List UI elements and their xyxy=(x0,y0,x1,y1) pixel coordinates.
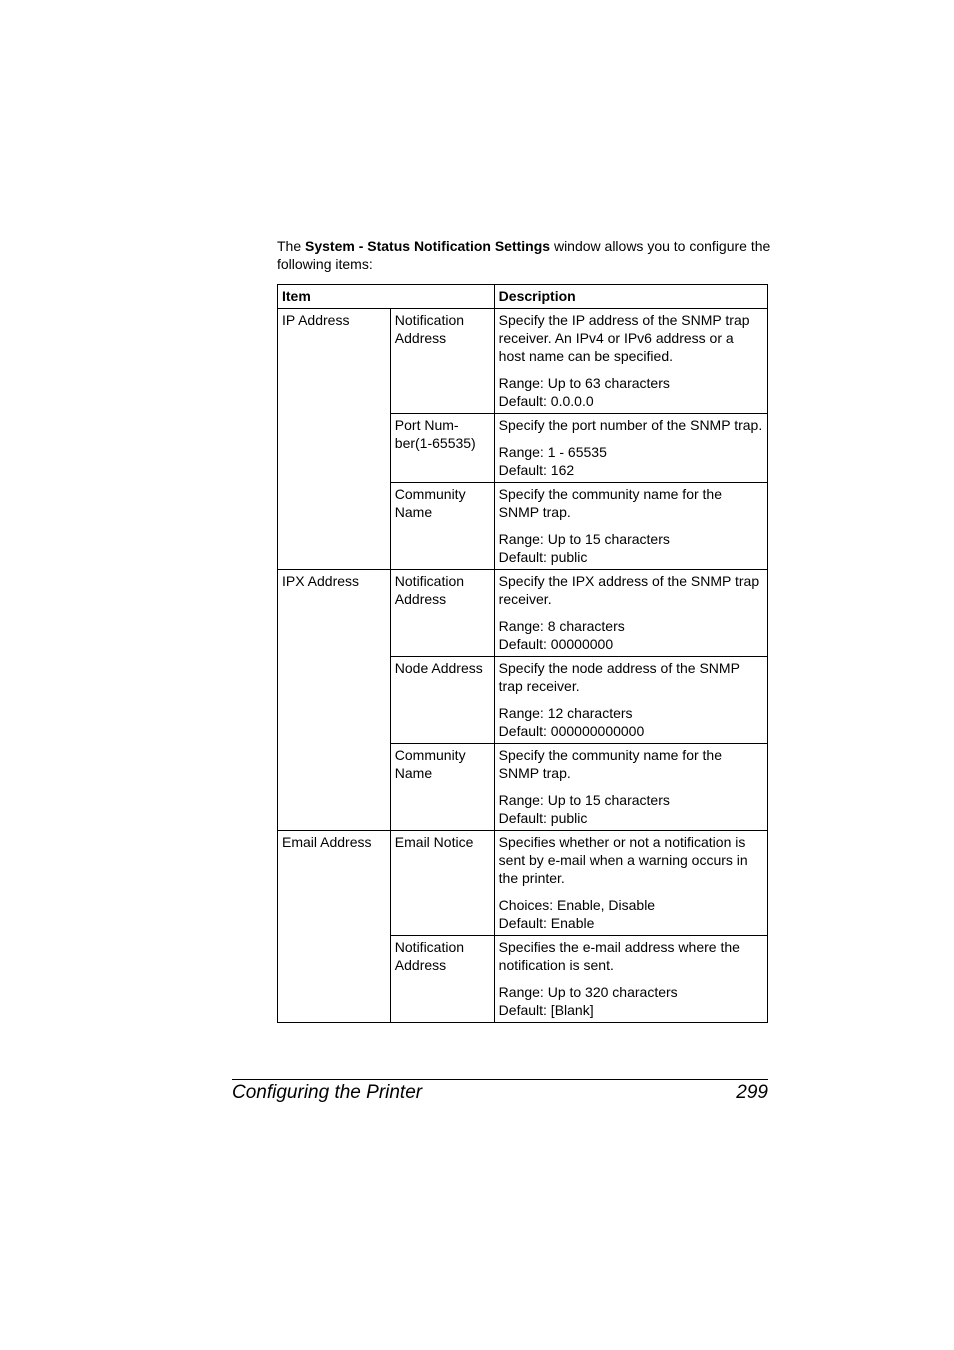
range-text: Range: 1 - 65535 xyxy=(498,444,607,460)
default-text: Default: 0.0.0.0 xyxy=(498,393,594,409)
range-text: Range: 8 characters xyxy=(498,618,625,634)
description-cell xyxy=(494,831,767,936)
description-text: Specifies whether or not a notification is sent by e-mail when a warning occurs in the printer. xyxy=(498,834,748,886)
table-row xyxy=(278,309,768,414)
description-cell xyxy=(494,483,767,570)
sub-item-cell: Community Name xyxy=(390,744,494,831)
description-text: Specify the port number of the SNMP trap. xyxy=(498,417,763,433)
sub-item-cell: Community Name xyxy=(390,483,494,570)
description-text: Specify the IPX address of the SNMP trap receiver. xyxy=(498,573,760,607)
description-cell xyxy=(494,309,767,414)
item-cell: IPX Address xyxy=(278,570,391,831)
intro-text-before: The xyxy=(277,238,306,254)
default-text: Default: 162 xyxy=(498,462,575,478)
intro-text-after: window allows you to configure the following items: xyxy=(277,238,771,272)
default-text: Default: Enable xyxy=(498,915,595,931)
description-text: Specify the community name for the SNMP trap. xyxy=(498,486,722,520)
sub-item-cell: Notification Address xyxy=(390,570,494,657)
default-text: Default: 00000000 xyxy=(498,636,614,652)
default-text: Default: [Blank] xyxy=(498,1002,594,1018)
settings-table xyxy=(277,284,768,1023)
range-text: Range: Up to 15 characters xyxy=(498,531,670,547)
description-cell xyxy=(494,414,767,483)
range-text: Range: Up to 63 characters xyxy=(498,375,670,391)
default-text: Default: public xyxy=(498,810,588,826)
description-text: Specify the community name for the SNMP trap. xyxy=(498,747,722,781)
description-text: Specifies the e-mail address where the notification is sent. xyxy=(498,939,740,973)
table-row xyxy=(278,570,768,657)
intro-paragraph xyxy=(277,237,772,273)
description-cell xyxy=(494,657,767,744)
default-text: Default: public xyxy=(498,549,588,565)
sub-item-cell: Node Address xyxy=(390,657,494,744)
range-text: Range: Up to 320 characters xyxy=(498,984,678,1000)
page-number: 299 xyxy=(736,1082,768,1103)
description-text: Specify the node address of the SNMP trap receiver. xyxy=(498,660,740,694)
description-cell xyxy=(494,744,767,831)
item-cell: Email Address xyxy=(278,831,391,1023)
range-text: Range: Up to 15 characters xyxy=(498,792,670,808)
description-cell xyxy=(494,936,767,1023)
table-row xyxy=(278,831,768,936)
header-item: Item xyxy=(278,285,495,309)
intro-window-name: System - Status Notification Settings xyxy=(305,238,551,254)
sub-item-cell: Notification Address xyxy=(390,936,494,1023)
description-text: Specify the IP address of the SNMP trap receiver. An IPv4 or IPv6 address or a host name can be specified. xyxy=(498,312,750,364)
sub-item-cell: Port Num-ber(1-65535) xyxy=(390,414,494,483)
item-cell: IP Address xyxy=(278,309,391,570)
footer-chapter-title: Configuring the Printer xyxy=(232,1082,423,1103)
range-text: Range: 12 characters xyxy=(498,705,633,721)
range-text: Choices: Enable, Disable xyxy=(498,897,656,913)
description-cell xyxy=(494,570,767,657)
table-header-row xyxy=(278,285,768,309)
sub-item-cell: Notification Address xyxy=(390,309,494,414)
sub-item-cell: Email Notice xyxy=(390,831,494,936)
header-description: Description xyxy=(494,285,767,309)
footer-divider xyxy=(232,1079,768,1080)
default-text: Default: 000000000000 xyxy=(498,723,645,739)
